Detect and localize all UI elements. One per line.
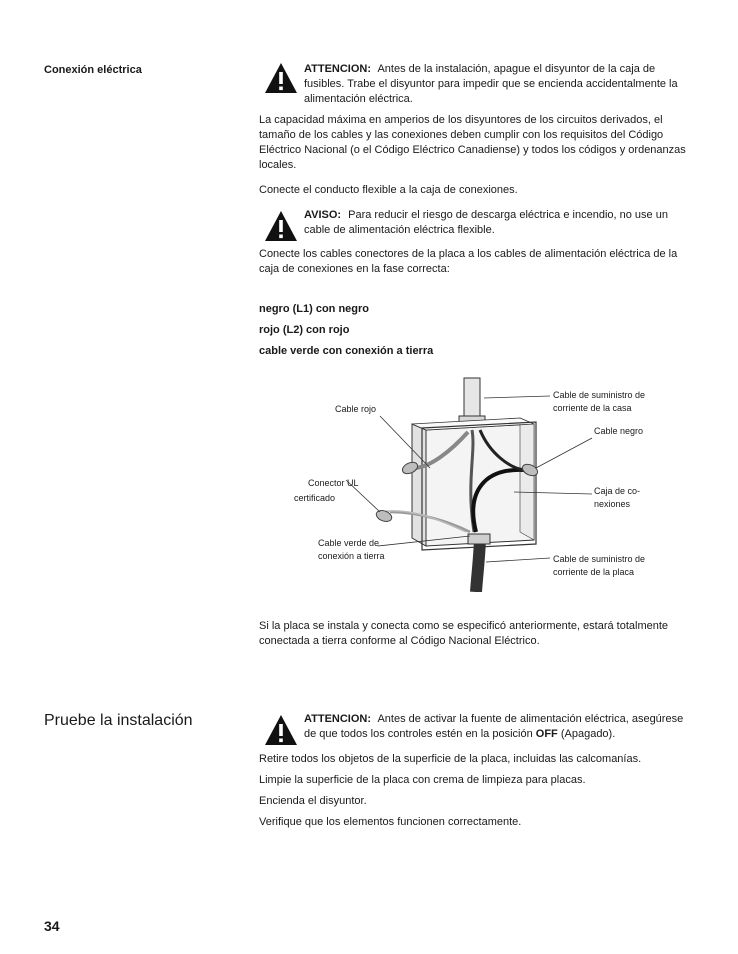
wiring-red: rojo (L2) con rojo [259, 324, 350, 336]
label-house-supply-2: corriente de la casa [553, 403, 632, 413]
paragraph-connect: Conecte los cables conectores de la placa a los cables de alimentación eléctrica de la caja de conexiones en la fase correcta: [259, 248, 678, 275]
label-box-2: nexiones [594, 499, 631, 509]
label-green-2: conexión a tierra [318, 551, 385, 561]
section-heading-electrical: Conexión eléctrica [44, 64, 142, 76]
paragraph-grounding: Si la placa se instala y conecta como se especificó anteriormente, estará totalmente conectada a tierra conforme al Código Nacional Eléctrico. [259, 620, 669, 647]
step-clean-surface: Limpie la superficie de la placa con crema de limpieza para placas. [259, 774, 586, 786]
step-verify-elements: Verifique que los elementos funcionen correctamente. [259, 816, 522, 828]
page-number: 34 [44, 918, 60, 934]
warning-label: AVISO: [304, 209, 342, 221]
label-connector-1: Conector UL [308, 478, 359, 488]
warning-power-off [304, 62, 696, 107]
step-turn-on-breaker: Encienda el disyuntor. [259, 795, 367, 807]
warning-triangle-icon [264, 714, 298, 746]
warning-shock [304, 208, 696, 238]
warning-text: Antes de la instalación, apague el disyuntor de la caja de fusibles. Trabe el disyuntor para impedir que se encienda accidentalmente la alimentación eléctrica. [304, 63, 678, 105]
section-title-test-installation: Pruebe la instalación [44, 712, 193, 729]
label-plate-supply-2: corriente de la placa [553, 567, 635, 577]
label-black-cable: Cable negro [594, 426, 644, 436]
warning-label: ATTENCION: [304, 713, 372, 725]
warning-triangle-icon [264, 210, 298, 242]
label-box-1: Caja de co- [594, 486, 641, 496]
label-red-cable: Cable rojo [335, 404, 377, 414]
wiring-green: cable verde con conexión a tierra [259, 345, 434, 357]
label-connector-2: certificado [294, 493, 336, 503]
warning-off-word: OFF [535, 728, 558, 740]
warning-controls-off [304, 712, 696, 742]
warning-triangle-icon [264, 62, 298, 94]
step-remove-objects: Retire todos los objetos de la superficie de la placa, incluidas las calcomanías. [259, 753, 642, 765]
label-house-supply-1: Cable de suministro de [553, 390, 646, 400]
label-plate-supply-1: Cable de suministro de [553, 554, 646, 564]
warning-text: Para reducir el riesgo de descarga eléctrica e incendio, no use un cable de alimentación eléctrica flexible. [304, 209, 668, 236]
junction-box-diagram [280, 372, 680, 592]
warning-label: ATTENCION: [304, 63, 372, 75]
warning-text: Antes de activar la fuente de alimentación eléctrica, asegúrese de que todos los controles estén en la posición [304, 713, 684, 740]
warning-text-end: (Apagado). [560, 728, 616, 740]
paragraph-conduit: Conecte el conducto flexible a la caja de conexiones. [259, 184, 518, 196]
wiring-black: negro (L1) con negro [259, 303, 369, 315]
paragraph-requirements: La capacidad máxima en amperios de los disyuntores de los circuitos derivados, el tamaño de los cables y las conexiones deben cumplir con los requisitos del Código Eléctrico Nacional (o el Código Eléctrico Canadiense) y todos los códigos y ordenanzas locales. [259, 114, 686, 171]
label-green-1: Cable verde de [318, 538, 380, 548]
